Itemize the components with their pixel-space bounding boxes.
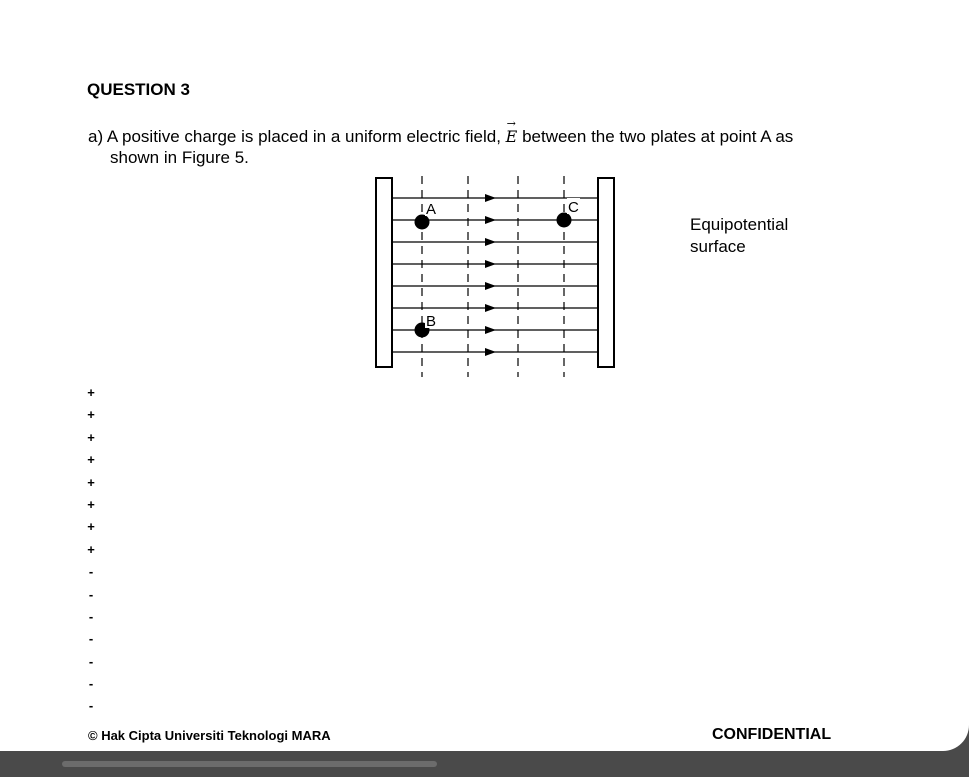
plate-sign: +: [87, 452, 95, 468]
left-plate: [376, 178, 392, 367]
plate-sign: -: [88, 586, 94, 602]
plate-sign: -: [88, 608, 94, 624]
part-a-text-after: between the two plates at point A as: [517, 127, 794, 146]
equipotential-surface-label: Equipotential surface: [690, 215, 789, 256]
plate-sign: +: [87, 407, 95, 423]
plate-sign: -: [88, 653, 94, 669]
horizontal-scrollbar[interactable]: [62, 761, 437, 767]
point-b-label: B: [426, 313, 437, 330]
vector-arrow-icon: →: [506, 117, 516, 130]
plate-sign: +: [87, 474, 95, 490]
plate-sign: +: [87, 385, 95, 400]
point-c-label: C: [568, 199, 579, 216]
plate-sign: -: [88, 564, 94, 580]
electric-field-figure: [370, 172, 620, 377]
plate-sign: -: [88, 631, 94, 647]
part-a-text-before: a) A positive charge is placed in a uniform electric field,: [88, 127, 506, 146]
plate-sign-column: [86, 382, 96, 718]
plate-sign: -: [88, 698, 94, 714]
point-a-label: A: [426, 201, 437, 218]
equipotential-lines: [422, 176, 564, 377]
question-part-a-line1: [88, 117, 794, 147]
plate-sign: +: [87, 519, 95, 535]
copyright-footer: © Hak Cipta Universiti Teknologi MARA: [88, 728, 331, 743]
field-arrowheads: [485, 194, 496, 356]
plate-sign: +: [87, 429, 95, 445]
right-plate: [598, 178, 614, 367]
question-part-a-line2: shown in Figure 5.: [110, 148, 249, 167]
plate-sign: -: [88, 676, 94, 692]
electric-field-symbol: → E: [505, 117, 518, 146]
question-title: QUESTION 3: [87, 80, 190, 99]
plate-sign: +: [87, 496, 95, 512]
plate-sign: +: [87, 541, 95, 557]
confidential-label: CONFIDENTIAL: [712, 726, 832, 743]
